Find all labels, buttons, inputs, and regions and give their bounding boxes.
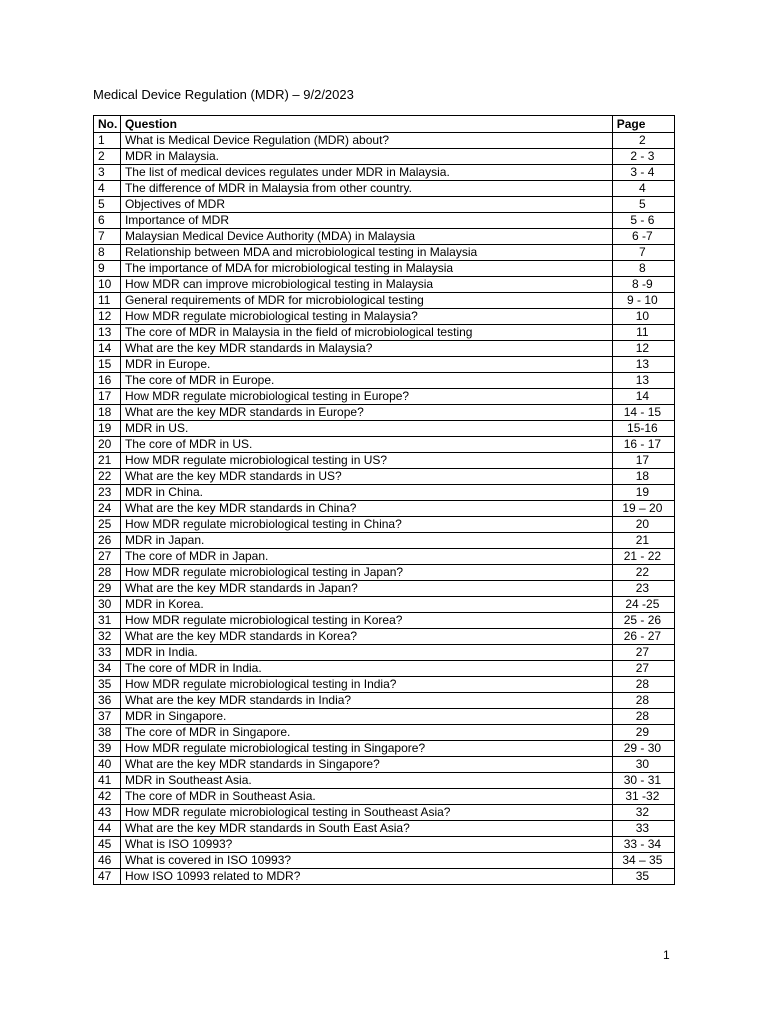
document-title: Medical Device Regulation (MDR) – 9/2/2023 xyxy=(93,87,354,102)
cell-question: What is covered in ISO 10993? xyxy=(120,853,612,869)
table-row xyxy=(94,549,675,565)
cell-no: 12 xyxy=(94,309,121,325)
cell-page: 2 - 3 xyxy=(612,149,674,165)
cell-no: 43 xyxy=(94,805,121,821)
cell-page: 33 xyxy=(612,821,674,837)
cell-page: 18 xyxy=(612,469,674,485)
table-row xyxy=(94,645,675,661)
cell-question: What is Medical Device Regulation (MDR) about? xyxy=(120,133,612,149)
cell-no: 37 xyxy=(94,709,121,725)
cell-question: MDR in Japan. xyxy=(120,533,612,549)
cell-question: What are the key MDR standards in Malaysia? xyxy=(120,341,612,357)
table-row xyxy=(94,373,675,389)
cell-no: 17 xyxy=(94,389,121,405)
cell-question: What are the key MDR standards in India? xyxy=(120,693,612,709)
table-row xyxy=(94,437,675,453)
cell-no: 25 xyxy=(94,517,121,533)
cell-no: 11 xyxy=(94,293,121,309)
cell-page: 4 xyxy=(612,181,674,197)
table-row xyxy=(94,677,675,693)
table-row xyxy=(94,533,675,549)
cell-question: How MDR regulate microbiological testing in India? xyxy=(120,677,612,693)
cell-question: The importance of MDA for microbiological testing in Malaysia xyxy=(120,261,612,277)
table-row xyxy=(94,869,675,885)
cell-page: 20 xyxy=(612,517,674,533)
table-row xyxy=(94,773,675,789)
cell-no: 44 xyxy=(94,821,121,837)
cell-no: 29 xyxy=(94,581,121,597)
table-row xyxy=(94,149,675,165)
cell-page: 15-16 xyxy=(612,421,674,437)
cell-question: The difference of MDR in Malaysia from other country. xyxy=(120,181,612,197)
cell-question: What are the key MDR standards in Japan? xyxy=(120,581,612,597)
cell-question: MDR in US. xyxy=(120,421,612,437)
cell-question: How MDR regulate microbiological testing in Europe? xyxy=(120,389,612,405)
cell-page: 13 xyxy=(612,373,674,389)
table-row xyxy=(94,613,675,629)
cell-question: Relationship between MDA and microbiological testing in Malaysia xyxy=(120,245,612,261)
cell-page: 16 - 17 xyxy=(612,437,674,453)
cell-no: 21 xyxy=(94,453,121,469)
cell-question: How MDR regulate microbiological testing in Korea? xyxy=(120,613,612,629)
cell-page: 19 xyxy=(612,485,674,501)
cell-page: 30 - 31 xyxy=(612,773,674,789)
cell-page: 25 - 26 xyxy=(612,613,674,629)
table-row xyxy=(94,469,675,485)
cell-question: The core of MDR in India. xyxy=(120,661,612,677)
cell-question: The core of MDR in US. xyxy=(120,437,612,453)
cell-page: 5 - 6 xyxy=(612,213,674,229)
cell-page: 7 xyxy=(612,245,674,261)
cell-no: 26 xyxy=(94,533,121,549)
table-row xyxy=(94,709,675,725)
cell-page: 21 - 22 xyxy=(612,549,674,565)
cell-page: 33 - 34 xyxy=(612,837,674,853)
cell-page: 14 xyxy=(612,389,674,405)
table-row xyxy=(94,501,675,517)
table-row xyxy=(94,741,675,757)
cell-page: 28 xyxy=(612,709,674,725)
table-row xyxy=(94,261,675,277)
table-row xyxy=(94,229,675,245)
cell-question: The core of MDR in Japan. xyxy=(120,549,612,565)
table-row xyxy=(94,837,675,853)
cell-no: 30 xyxy=(94,597,121,613)
cell-no: 42 xyxy=(94,789,121,805)
header-question: Question xyxy=(120,116,612,133)
table-row xyxy=(94,293,675,309)
table-row xyxy=(94,789,675,805)
cell-no: 45 xyxy=(94,837,121,853)
cell-no: 23 xyxy=(94,485,121,501)
cell-page: 8 xyxy=(612,261,674,277)
cell-question: What are the key MDR standards in South East Asia? xyxy=(120,821,612,837)
cell-question: MDR in Southeast Asia. xyxy=(120,773,612,789)
table-row xyxy=(94,341,675,357)
table-row xyxy=(94,725,675,741)
table-row xyxy=(94,661,675,677)
cell-page: 27 xyxy=(612,661,674,677)
table-header-row xyxy=(94,116,675,133)
cell-question: How ISO 10993 related to MDR? xyxy=(120,869,612,885)
table-row xyxy=(94,597,675,613)
cell-question: What are the key MDR standards in Korea? xyxy=(120,629,612,645)
cell-question: How MDR regulate microbiological testing in US? xyxy=(120,453,612,469)
cell-page: 24 -25 xyxy=(612,597,674,613)
table-row xyxy=(94,165,675,181)
table-row xyxy=(94,629,675,645)
table-row xyxy=(94,213,675,229)
cell-page: 28 xyxy=(612,693,674,709)
cell-page: 31 -32 xyxy=(612,789,674,805)
cell-no: 28 xyxy=(94,565,121,581)
header-page: Page xyxy=(612,116,674,133)
cell-no: 33 xyxy=(94,645,121,661)
cell-no: 18 xyxy=(94,405,121,421)
page-number: 1 xyxy=(663,948,670,962)
cell-question: MDR in Europe. xyxy=(120,357,612,373)
cell-no: 38 xyxy=(94,725,121,741)
cell-no: 35 xyxy=(94,677,121,693)
cell-question: What are the key MDR standards in China? xyxy=(120,501,612,517)
cell-no: 15 xyxy=(94,357,121,373)
cell-no: 13 xyxy=(94,325,121,341)
cell-no: 1 xyxy=(94,133,121,149)
cell-question: How MDR regulate microbiological testing in China? xyxy=(120,517,612,533)
cell-no: 5 xyxy=(94,197,121,213)
cell-no: 36 xyxy=(94,693,121,709)
cell-no: 20 xyxy=(94,437,121,453)
cell-page: 30 xyxy=(612,757,674,773)
cell-no: 4 xyxy=(94,181,121,197)
table-row xyxy=(94,357,675,373)
table-row xyxy=(94,421,675,437)
table-row xyxy=(94,325,675,341)
cell-question: MDR in China. xyxy=(120,485,612,501)
cell-page: 14 - 15 xyxy=(612,405,674,421)
cell-no: 40 xyxy=(94,757,121,773)
cell-page: 27 xyxy=(612,645,674,661)
table-row xyxy=(94,389,675,405)
header-no: No. xyxy=(94,116,121,133)
cell-page: 29 - 30 xyxy=(612,741,674,757)
cell-page: 35 xyxy=(612,869,674,885)
table-row xyxy=(94,245,675,261)
cell-no: 16 xyxy=(94,373,121,389)
table-row xyxy=(94,309,675,325)
cell-no: 46 xyxy=(94,853,121,869)
cell-page: 32 xyxy=(612,805,674,821)
cell-page: 6 -7 xyxy=(612,229,674,245)
cell-no: 2 xyxy=(94,149,121,165)
cell-page: 29 xyxy=(612,725,674,741)
cell-question: MDR in India. xyxy=(120,645,612,661)
cell-no: 22 xyxy=(94,469,121,485)
cell-question: The core of MDR in Singapore. xyxy=(120,725,612,741)
cell-page: 17 xyxy=(612,453,674,469)
table-row xyxy=(94,453,675,469)
cell-no: 14 xyxy=(94,341,121,357)
table-row xyxy=(94,517,675,533)
cell-question: How MDR regulate microbiological testing in Japan? xyxy=(120,565,612,581)
table-row xyxy=(94,565,675,581)
cell-page: 3 - 4 xyxy=(612,165,674,181)
table-row xyxy=(94,821,675,837)
table-body xyxy=(94,133,675,885)
cell-question: What is ISO 10993? xyxy=(120,837,612,853)
cell-page: 28 xyxy=(612,677,674,693)
cell-question: The core of MDR in Malaysia in the field of microbiological testing xyxy=(120,325,612,341)
cell-question: What are the key MDR standards in US? xyxy=(120,469,612,485)
table-row xyxy=(94,485,675,501)
cell-no: 41 xyxy=(94,773,121,789)
cell-question: Objectives of MDR xyxy=(120,197,612,213)
cell-question: How MDR regulate microbiological testing in Malaysia? xyxy=(120,309,612,325)
cell-no: 7 xyxy=(94,229,121,245)
cell-no: 24 xyxy=(94,501,121,517)
cell-question: The list of medical devices regulates under MDR in Malaysia. xyxy=(120,165,612,181)
cell-question: General requirements of MDR for microbiological testing xyxy=(120,293,612,309)
cell-no: 10 xyxy=(94,277,121,293)
cell-page: 10 xyxy=(612,309,674,325)
cell-no: 6 xyxy=(94,213,121,229)
cell-page: 13 xyxy=(612,357,674,373)
cell-question: The core of MDR in Southeast Asia. xyxy=(120,789,612,805)
cell-page: 9 - 10 xyxy=(612,293,674,309)
cell-page: 2 xyxy=(612,133,674,149)
cell-question: The core of MDR in Europe. xyxy=(120,373,612,389)
cell-question: What are the key MDR standards in Europe? xyxy=(120,405,612,421)
cell-page: 5 xyxy=(612,197,674,213)
cell-page: 34 – 35 xyxy=(612,853,674,869)
cell-question: Malaysian Medical Device Authority (MDA) in Malaysia xyxy=(120,229,612,245)
cell-no: 9 xyxy=(94,261,121,277)
cell-question: MDR in Singapore. xyxy=(120,709,612,725)
cell-question: How MDR regulate microbiological testing in Southeast Asia? xyxy=(120,805,612,821)
cell-question: How MDR regulate microbiological testing in Singapore? xyxy=(120,741,612,757)
cell-page: 8 -9 xyxy=(612,277,674,293)
cell-page: 26 - 27 xyxy=(612,629,674,645)
cell-no: 34 xyxy=(94,661,121,677)
cell-no: 27 xyxy=(94,549,121,565)
cell-question: MDR in Malaysia. xyxy=(120,149,612,165)
cell-no: 47 xyxy=(94,869,121,885)
table-row xyxy=(94,693,675,709)
cell-question: How MDR can improve microbiological testing in Malaysia xyxy=(120,277,612,293)
cell-page: 19 – 20 xyxy=(612,501,674,517)
cell-no: 31 xyxy=(94,613,121,629)
table-row xyxy=(94,133,675,149)
cell-page: 23 xyxy=(612,581,674,597)
cell-page: 11 xyxy=(612,325,674,341)
cell-page: 22 xyxy=(612,565,674,581)
cell-no: 32 xyxy=(94,629,121,645)
questions-table xyxy=(93,115,675,885)
table-row xyxy=(94,197,675,213)
cell-question: MDR in Korea. xyxy=(120,597,612,613)
cell-question: What are the key MDR standards in Singapore? xyxy=(120,757,612,773)
cell-page: 12 xyxy=(612,341,674,357)
cell-no: 19 xyxy=(94,421,121,437)
table-row xyxy=(94,853,675,869)
cell-no: 8 xyxy=(94,245,121,261)
cell-question: Importance of MDR xyxy=(120,213,612,229)
table-row xyxy=(94,805,675,821)
table-row xyxy=(94,581,675,597)
table-row xyxy=(94,757,675,773)
table-row xyxy=(94,181,675,197)
table-row xyxy=(94,277,675,293)
cell-page: 21 xyxy=(612,533,674,549)
cell-no: 3 xyxy=(94,165,121,181)
cell-no: 39 xyxy=(94,741,121,757)
table-row xyxy=(94,405,675,421)
